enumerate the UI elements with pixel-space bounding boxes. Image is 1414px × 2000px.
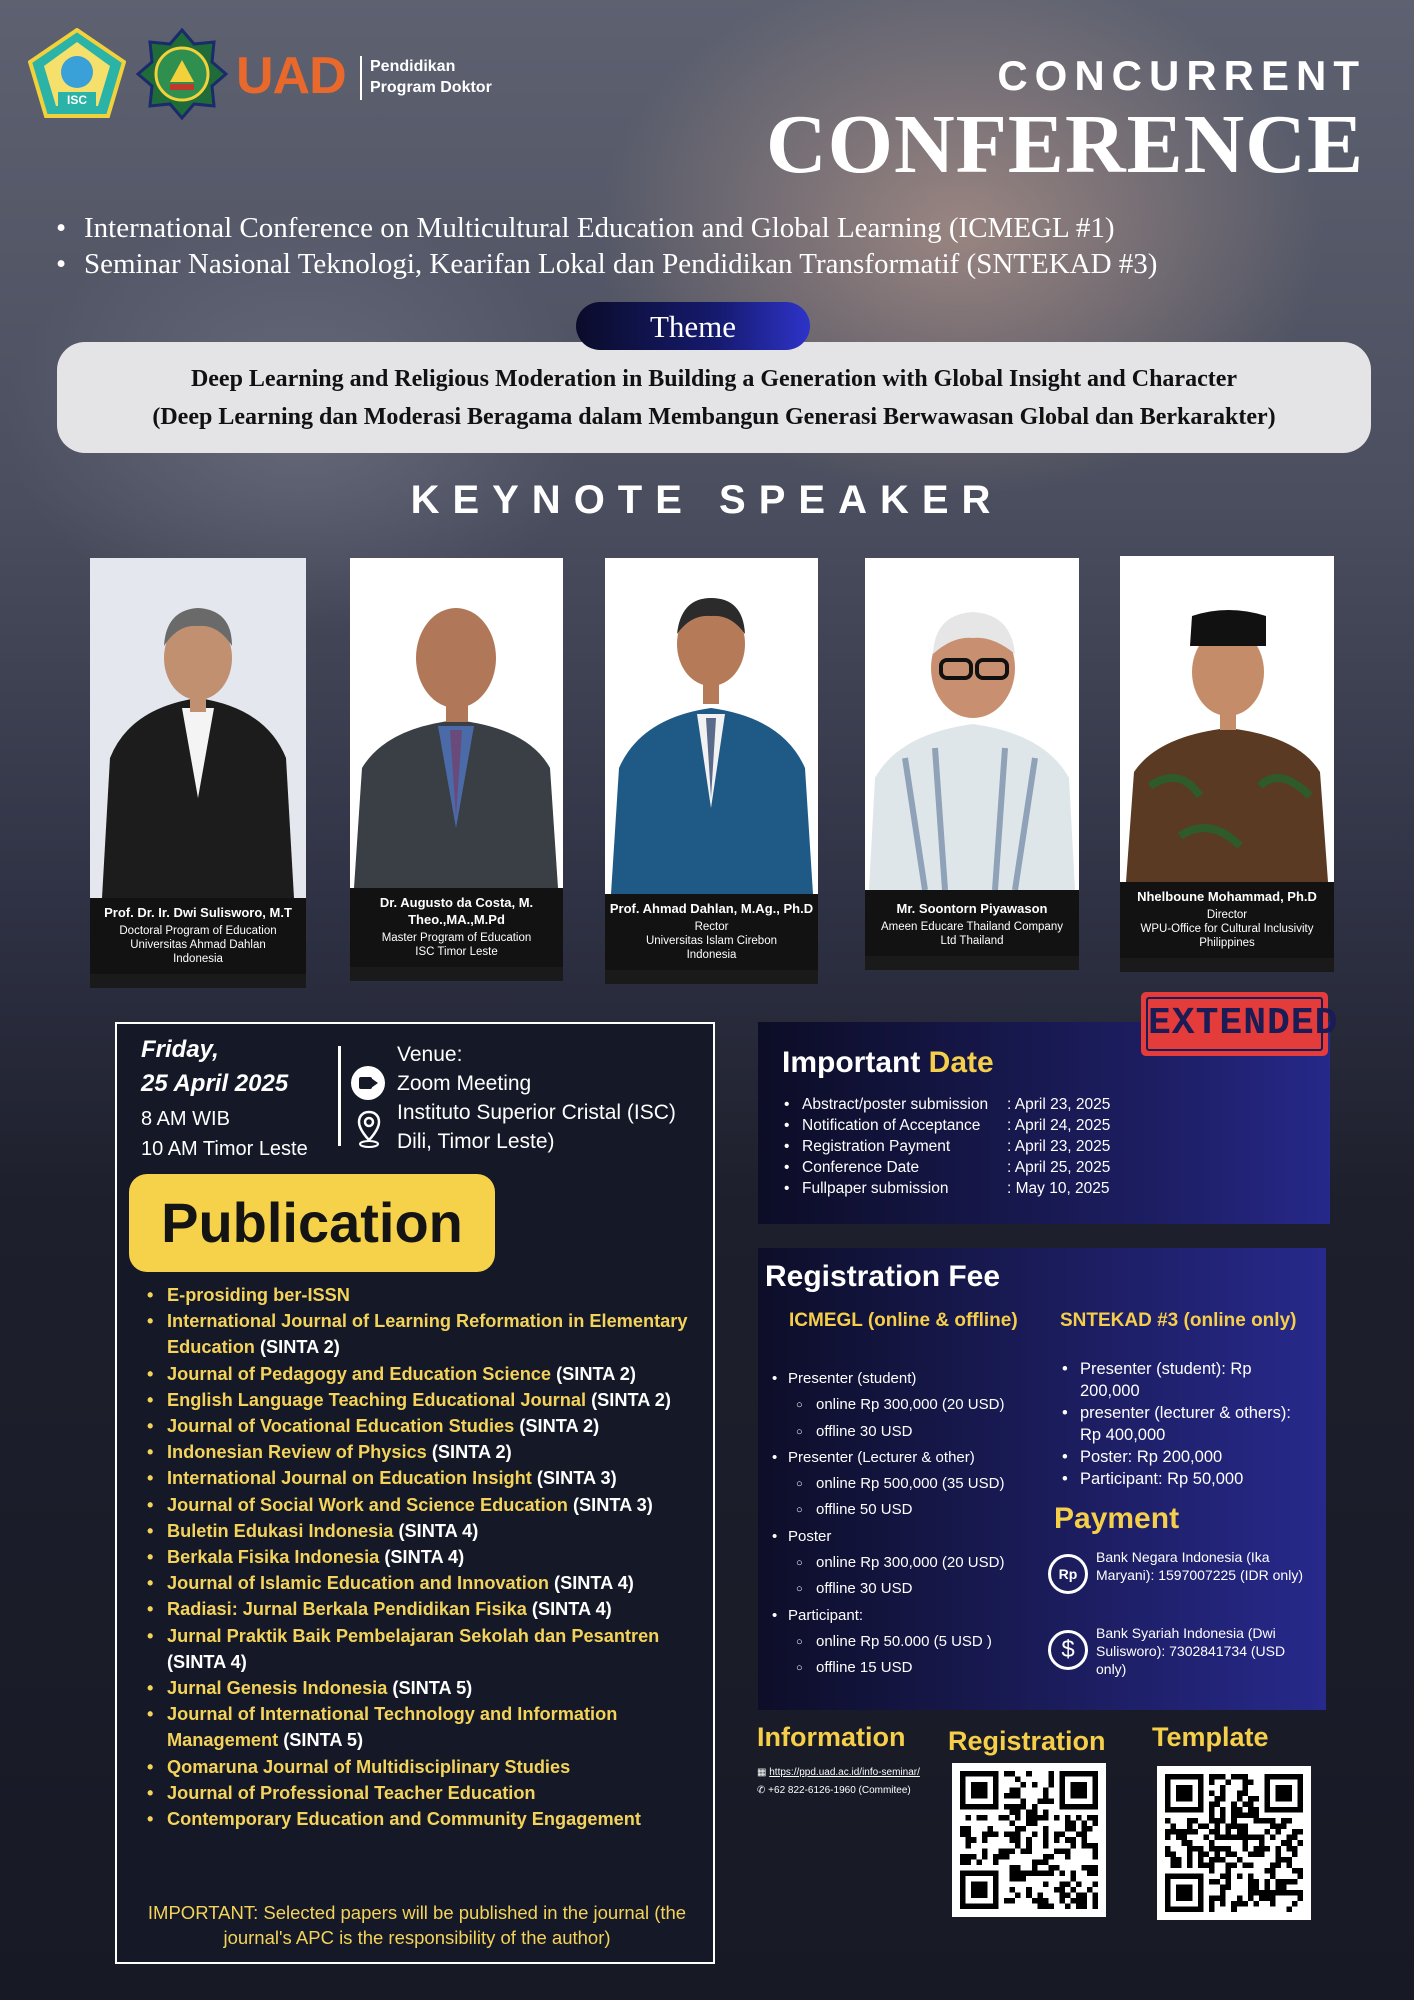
sinta-rank: (SINTA 4): [554, 1573, 634, 1594]
sinta-rank: (SINTA 2): [519, 1416, 600, 1437]
publication-item: [143, 1361, 713, 1387]
fee-category: • Presenter (Lecturer & other): [768, 1445, 1048, 1471]
speaker-affiliation: Universitas Ahmad Dahlan: [130, 939, 266, 951]
event-time-wib: 8 AM WIB: [141, 1108, 230, 1130]
template-title: Template: [1152, 1722, 1269, 1752]
journal-name: English Language Teaching Educational Journal: [167, 1389, 587, 1410]
venue-line: Instituto Superior Cristal (ISC): [397, 1101, 676, 1124]
date-row: [782, 1178, 1110, 1199]
sntekad-fee-heading: SNTEKAD #3 (online only): [1060, 1310, 1297, 1331]
speaker-card: [605, 558, 818, 984]
fee-category: • Poster: [768, 1524, 1048, 1550]
conference-item: • Seminar Nasional Teknologi, Kearifan Lokal dan Pendidikan Transformatif (SNTEKAD #3): [52, 246, 1157, 282]
date-label: Fullpaper submission: [802, 1180, 949, 1197]
speaker-name: Nhelboune Mohammad, Ph.D: [1137, 889, 1317, 904]
speaker-photo: [605, 558, 818, 894]
publication-item: [143, 1780, 713, 1806]
uad-logo-text: UAD: [236, 47, 346, 105]
publication-item: [143, 1413, 713, 1439]
date-value: : May 10, 2025: [1007, 1180, 1110, 1197]
sinta-rank: (SINTA 2): [431, 1442, 512, 1463]
publication-list: [143, 1282, 713, 1832]
icmegl-fee-list: [768, 1366, 1048, 1682]
fee-option: ○ offline 50 USD: [768, 1497, 1048, 1523]
speaker-caption: [350, 888, 563, 967]
journal-name: Contemporary Education and Community Engagement: [167, 1809, 641, 1830]
sinta-rank: (SINTA 4): [531, 1599, 612, 1620]
publication-item: [143, 1439, 713, 1465]
fee-option: • Presenter (student): Rp 200,000: [1060, 1358, 1310, 1402]
fee-option: ○ offline 30 USD: [768, 1419, 1048, 1445]
sinta-rank: (SINTA 4): [167, 1651, 247, 1672]
speaker-affiliation: Rector: [694, 921, 729, 933]
university-seal-logo: [136, 28, 228, 120]
publication-item: [143, 1465, 713, 1491]
speaker-card: [865, 558, 1079, 970]
registration-title: Registration: [948, 1726, 1106, 1756]
title-concurrent: CONCURRENT: [997, 52, 1366, 99]
event-publication-box: [115, 1022, 715, 1964]
publication-item: [143, 1387, 713, 1413]
publication-item: [143, 1701, 713, 1753]
publication-item: [143, 1518, 713, 1544]
journal-name: Journal of Professional Teacher Education: [167, 1782, 536, 1803]
speaker-affiliation: Master Program of Education: [381, 932, 532, 944]
sinta-rank: (SINTA 4): [398, 1520, 479, 1541]
date-value: : April 24, 2025: [1007, 1117, 1111, 1134]
speaker-photo: [90, 558, 306, 898]
conference-list: [52, 210, 1157, 282]
globe-icon: ▦: [757, 1767, 770, 1778]
event-day: Friday,: [141, 1036, 219, 1063]
publication-item: [143, 1675, 713, 1701]
information-links: [757, 1764, 920, 1800]
date-row: [782, 1157, 1111, 1178]
important-date-title: [782, 1046, 994, 1080]
uad-sub-line2: Program Doktor: [370, 79, 492, 96]
fee-option: ○ offline 15 USD: [768, 1655, 1048, 1681]
publication-item: [143, 1544, 713, 1570]
important-date-title-b: Date: [928, 1046, 994, 1079]
fee-category: • Participant:: [768, 1603, 1048, 1629]
template-qr-code[interactable]: [1157, 1766, 1311, 1920]
isc-logo: [28, 28, 126, 118]
date-label: Notification of Acceptance: [802, 1117, 981, 1134]
sinta-rank: (SINTA 2): [259, 1337, 340, 1358]
publication-item: [143, 1754, 713, 1780]
sinta-rank: (SINTA 4): [384, 1547, 465, 1568]
icmegl-fee-heading: ICMEGL (online & offline): [789, 1310, 1018, 1331]
publication-item: [143, 1806, 713, 1832]
date-label: Conference Date: [802, 1159, 920, 1176]
date-label: Abstract/poster submission: [802, 1096, 989, 1113]
fee-option: • Participant: Rp 50,000: [1060, 1468, 1310, 1490]
speaker-caption: [605, 894, 818, 970]
date-row: [782, 1115, 1111, 1136]
journal-name: Journal of Pedagogy and Education Science: [167, 1363, 552, 1384]
journal-name: Jurnal Genesis Indonesia: [167, 1678, 388, 1699]
payment-title: Payment: [1054, 1502, 1180, 1535]
bank-account-usd: Bank Syariah Indonesia (Dwi Sulisworo): 7302841734 (USD only): [1096, 1625, 1286, 1677]
speaker-affiliation: WPU-Office for Cultural Inclusivity: [1140, 923, 1314, 935]
speaker-affiliation: Director: [1206, 909, 1248, 921]
important-date-list: [782, 1094, 1111, 1199]
journal-name: Journal of Vocational Education Studies: [167, 1416, 515, 1437]
date-row: [782, 1094, 1111, 1115]
speaker-name: Prof. Ahmad Dahlan, M.Ag., Ph.D: [609, 901, 814, 916]
uad-divider: [360, 56, 362, 100]
important-note: IMPORTANT: Selected papers will be published in the journal (the journal's APC is the responsibility of the author): [147, 1902, 687, 1948]
fee-category: • Presenter (student): [768, 1366, 1048, 1392]
sinta-rank: (SINTA 3): [536, 1468, 617, 1489]
speaker-card: [350, 558, 563, 981]
venue-info: [397, 1040, 676, 1156]
speaker-affiliation: Universitas Islam Cirebon: [645, 935, 777, 947]
fee-option: ○ online Rp 300,000 (20 USD): [768, 1392, 1048, 1418]
info-url[interactable]: https://ppd.uad.ac.id/info-seminar/: [769, 1767, 920, 1778]
date-value: : April 25, 2025: [1007, 1159, 1111, 1176]
speaker-name: Dr. Augusto da Costa, M. Theo.,MA.,M.Pd: [379, 895, 534, 927]
isc-logo-text: ISC: [66, 93, 88, 107]
speaker-affiliation: Indonesia: [173, 953, 223, 965]
venue-label: Venue:: [397, 1043, 463, 1066]
event-time-timor-leste: 10 AM Timor Leste: [141, 1138, 308, 1160]
important-date-title-a: Important: [782, 1046, 921, 1079]
theme-line-id: (Deep Learning dan Moderasi Beragama dalam Membangun Generasi Berwawasan Global dan Berkarakter): [152, 404, 1276, 430]
speaker-caption: [865, 890, 1079, 956]
sinta-rank: (SINTA 5): [392, 1678, 473, 1699]
speaker-card: [90, 558, 306, 988]
speaker-name: Prof. Dr. Ir. Dwi Sulisworo, M.T: [104, 905, 292, 920]
fee-option: ○ offline 30 USD: [768, 1576, 1048, 1602]
journal-name: Journal of International Technology and Information Management: [167, 1704, 618, 1751]
date-value: : April 23, 2025: [1007, 1138, 1111, 1155]
sinta-rank: (SINTA 2): [556, 1363, 636, 1384]
fee-option: • presenter (lecturer & others): Rp 400,000: [1060, 1402, 1310, 1446]
speaker-card: [1120, 556, 1334, 972]
theme-label: Theme: [576, 302, 810, 350]
fee-option: ○ online Rp 50.000 (5 USD ): [768, 1629, 1048, 1655]
publication-item: [143, 1492, 713, 1518]
speaker-affiliation: ISC Timor Leste: [415, 946, 498, 958]
speaker-photo: [865, 558, 1079, 890]
sinta-rank: (SINTA 2): [591, 1389, 671, 1410]
speaker-caption: [1120, 882, 1334, 958]
journal-name: Qomaruna Journal of Multidisciplinary Studies: [167, 1756, 571, 1777]
journal-name: E-prosiding ber-ISSN: [167, 1285, 350, 1305]
extended-stamp: [1141, 992, 1339, 1056]
divider: [338, 1046, 341, 1146]
sinta-rank: (SINTA 5): [283, 1730, 364, 1751]
speaker-affiliation: Doctoral Program of Education: [119, 925, 277, 937]
bank-account-idr: Bank Negara Indonesia (Ika Maryani): 1597007225 (IDR only): [1096, 1549, 1303, 1583]
location-pin-icon: [357, 1110, 381, 1148]
event-date: 25 April 2025: [141, 1070, 289, 1097]
information-title: Information: [757, 1722, 906, 1752]
video-camera-icon: [351, 1066, 385, 1100]
journal-name: Indonesian Review of Physics: [167, 1442, 427, 1463]
publication-item: [143, 1596, 713, 1622]
journal-name: Radiasi: Jurnal Berkala Pendidikan Fisika: [167, 1599, 527, 1620]
journal-name: Journal of Islamic Education and Innovation: [167, 1573, 549, 1594]
speaker-affiliation: Indonesia: [686, 949, 737, 961]
theme-line-en: Deep Learning and Religious Moderation in Building a Generation with Global Insight and Character: [190, 366, 1238, 392]
sinta-rank: (SINTA 3): [572, 1494, 653, 1515]
fee-option: ○ online Rp 300,000 (20 USD): [768, 1550, 1048, 1576]
speaker-caption: [90, 898, 306, 974]
speaker-affiliation: Ameen Educare Thailand Company: [881, 921, 1063, 933]
journal-name: Berkala Fisika Indonesia: [167, 1547, 380, 1568]
extended-stamp-text: EXTENDED: [1146, 997, 1323, 1051]
whatsapp-icon: ✆: [757, 1785, 769, 1796]
uad-sub-line1: Pendidikan: [370, 58, 456, 75]
info-phone: +62 822-6126-1960 (Commitee): [768, 1785, 911, 1796]
publication-item: [143, 1570, 713, 1596]
publication-item: [143, 1282, 713, 1308]
fee-option: ○ online Rp 500,000 (35 USD): [768, 1471, 1048, 1497]
info-url-row[interactable]: [757, 1764, 920, 1782]
sntekad-fee-list: [1060, 1358, 1310, 1490]
date-row: [782, 1136, 1111, 1157]
speaker-affiliation: Ltd Thailand: [940, 935, 1004, 947]
registration-fee-title: Registration Fee: [765, 1260, 1001, 1293]
journal-name: Buletin Edukasi Indonesia: [167, 1520, 394, 1541]
date-label: Registration Payment: [802, 1138, 951, 1155]
publication-title: Publication: [129, 1174, 495, 1272]
speaker-photo: [350, 558, 563, 888]
registration-fee-box: [758, 1248, 1326, 1710]
speaker-affiliation: Philippines: [1199, 937, 1255, 949]
keynote-title: KEYNOTE SPEAKER: [410, 478, 1004, 522]
registration-qr-code[interactable]: [952, 1763, 1106, 1917]
uad-subtitle: [370, 56, 492, 98]
journal-name: Jurnal Praktik Baik Pembelajaran Sekolah dan Pesantren: [167, 1625, 660, 1646]
theme-box: [57, 342, 1371, 453]
conference-item: • International Conference on Multicultural Education and Global Learning (ICMEGL #1): [52, 210, 1157, 246]
dollar-icon: $: [1048, 1630, 1088, 1670]
date-value: : April 23, 2025: [1007, 1096, 1111, 1113]
publication-item: [143, 1308, 713, 1360]
venue-line: Zoom Meeting: [397, 1072, 532, 1095]
journal-name: International Journal of Learning Reformation in Elementary Education: [167, 1311, 688, 1358]
title-conference: CONFERENCE: [765, 98, 1364, 191]
publication-item: [143, 1623, 713, 1675]
speaker-name: Mr. Soontorn Piyawason: [896, 901, 1048, 916]
journal-name: Journal of Social Work and Science Education: [167, 1494, 568, 1515]
rupiah-icon: Rp: [1048, 1554, 1088, 1594]
fee-option: • Poster: Rp 200,000: [1060, 1446, 1310, 1468]
venue-line: Dili, Timor Leste): [397, 1130, 555, 1153]
journal-name: International Journal on Education Insight: [167, 1468, 532, 1489]
speaker-photo: [1120, 556, 1334, 882]
info-phone-row: [757, 1782, 920, 1800]
